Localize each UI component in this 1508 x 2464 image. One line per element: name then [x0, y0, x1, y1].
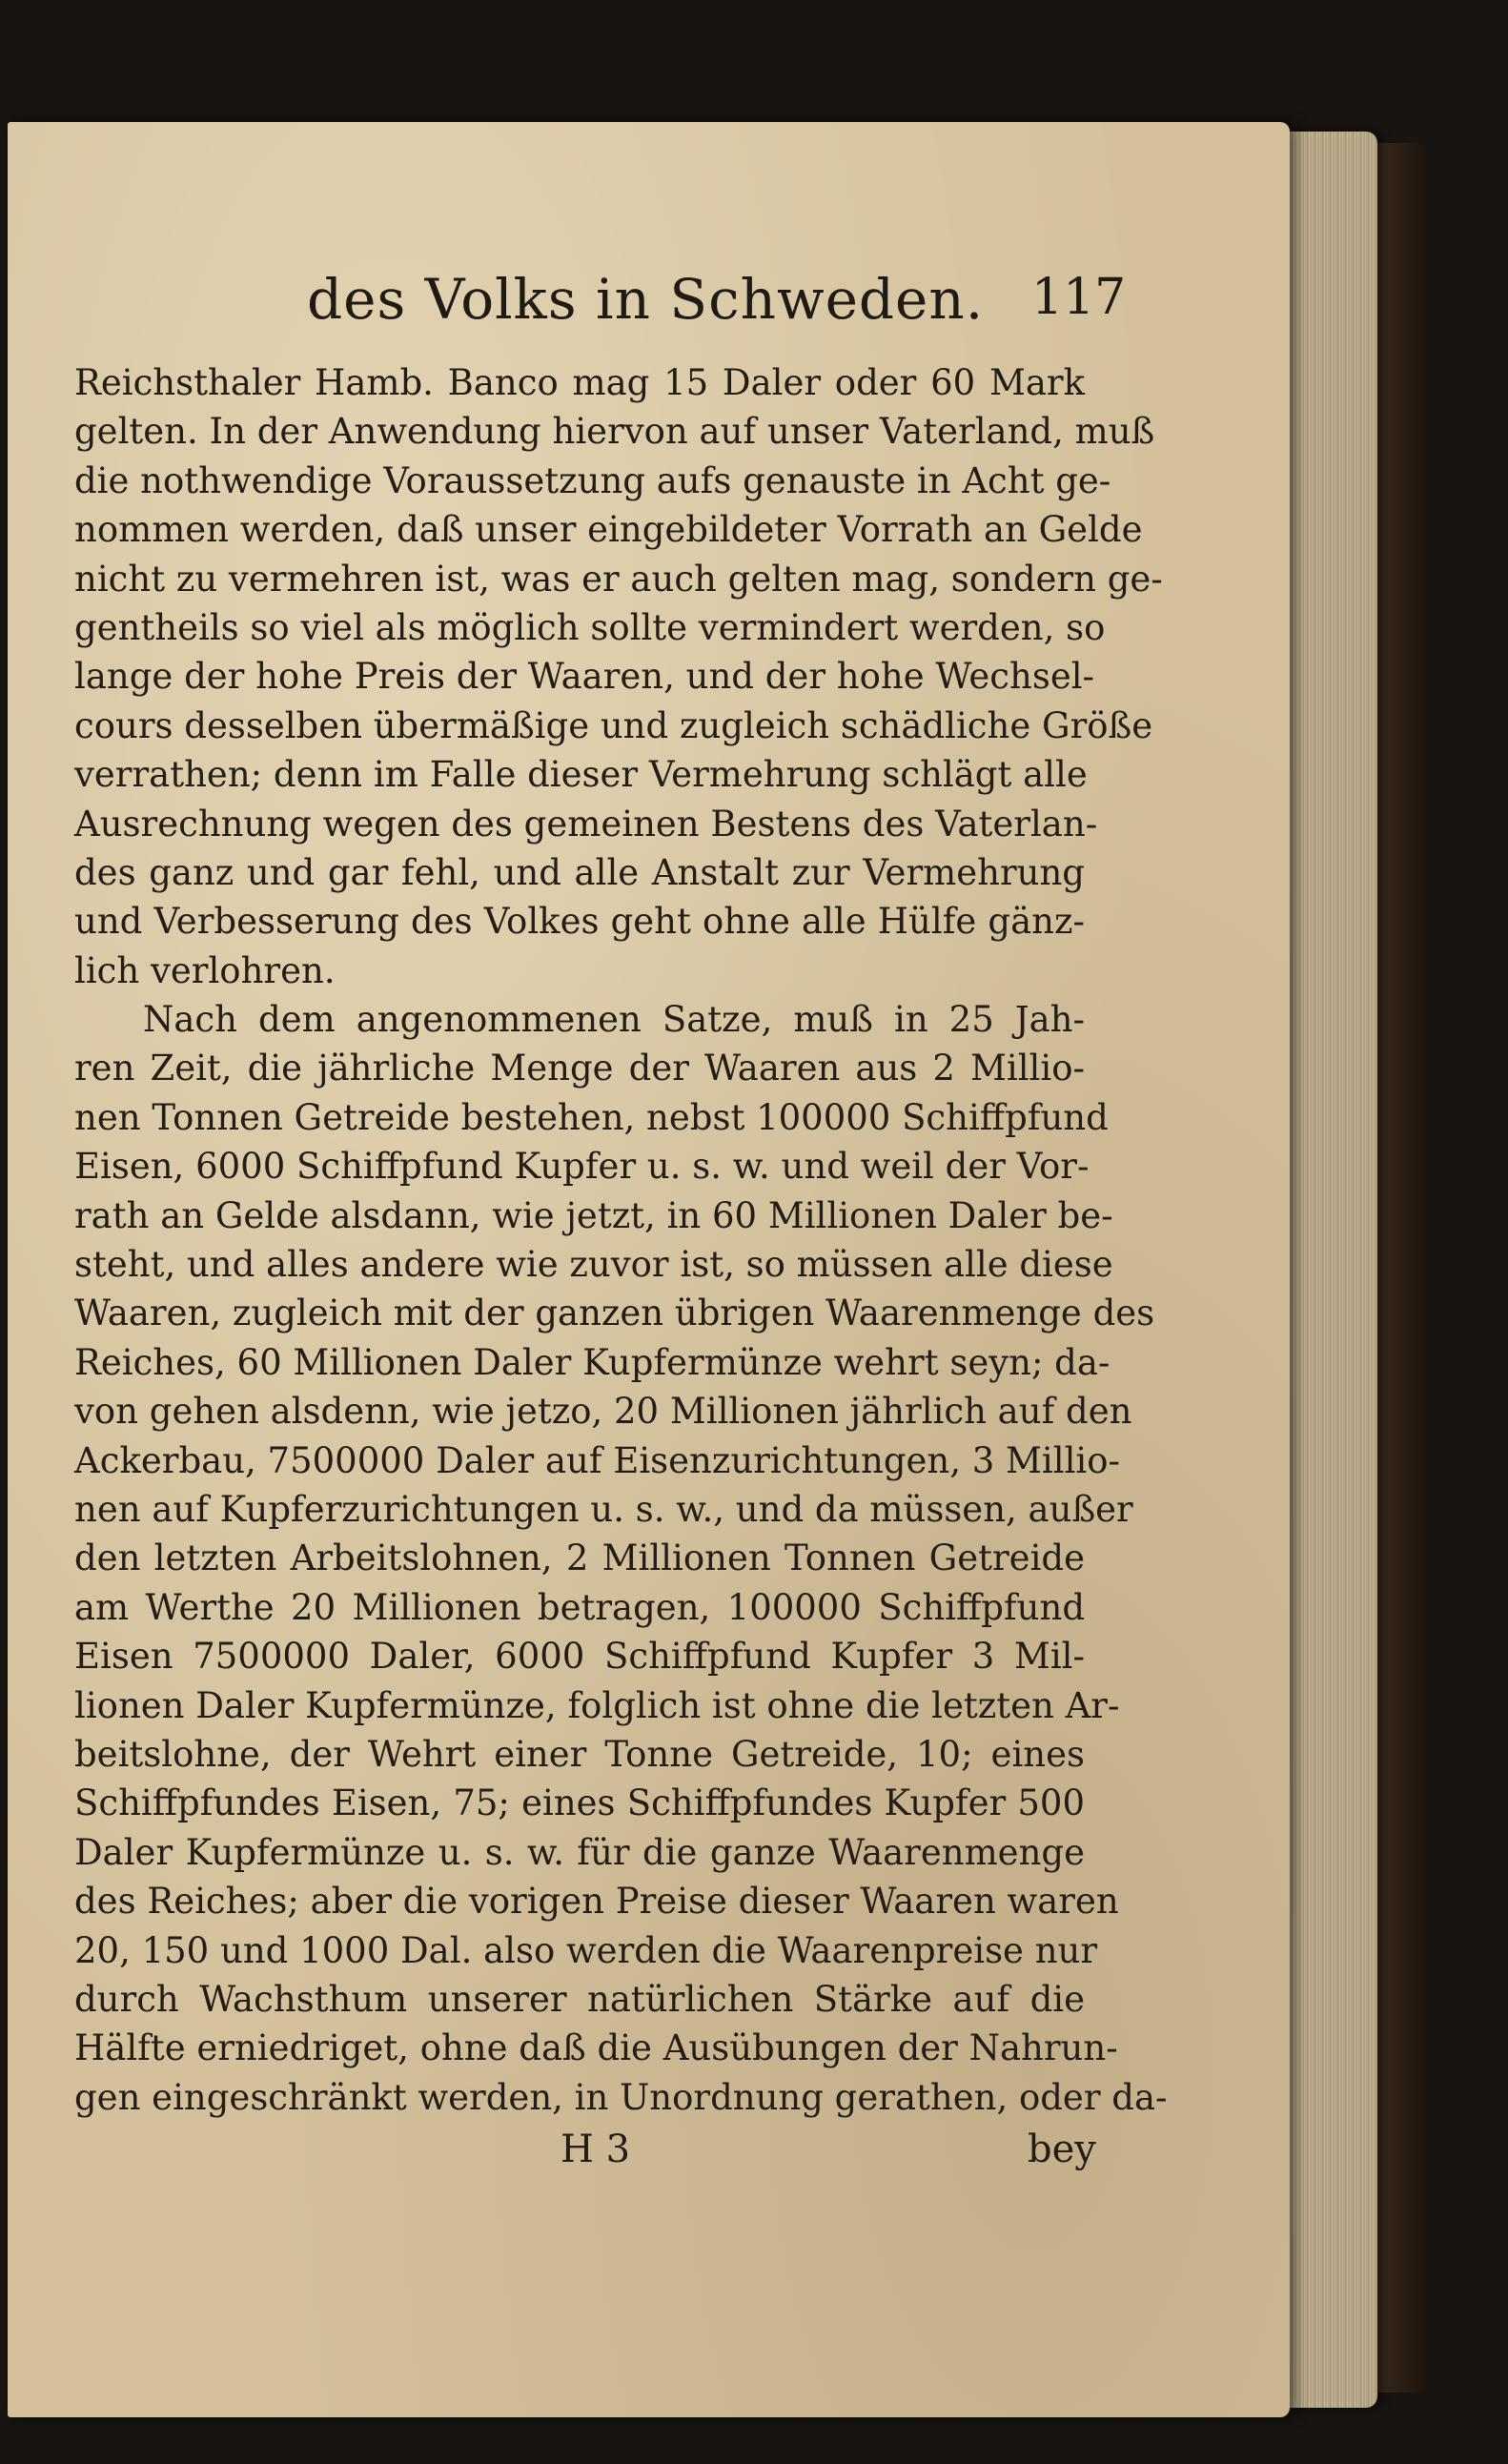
text-line: nommen werden, daß unser eingebildeter Vorrath an Gelde: [74, 509, 1143, 551]
text-line: von gehen alsdenn, wie jetzo, 20 Millionen jährlich auf den: [74, 1391, 1132, 1433]
book-cover-edge: [1377, 143, 1425, 2393]
text-line: Eisen, 6000 Schiffpfund Kupfer u. s. w. und weil der Vor-: [74, 1146, 1090, 1188]
text-line: verrathen; denn im Falle dieser Vermehrung schlägt alle: [74, 754, 1088, 796]
text-line: 20, 150 und 1000 Dal. also werden die Waarenpreise nur: [74, 1929, 1098, 1971]
text-line: gen eingeschränkt werden, in Unordnung gerathen, oder da-: [74, 2076, 1168, 2118]
text-line: Reichsthaler Hamb. Banco mag 15 Daler oder 60 Mark: [74, 362, 1085, 403]
text-line: steht, und alles andere wie zuvor ist, so müssen alle diese: [74, 1244, 1113, 1286]
text-line: nen auf Kupferzurichtungen u. s. w., und da müssen, außer: [74, 1488, 1133, 1530]
text-line: Waaren, zugleich mit der ganzen übrigen Waarenmenge des: [74, 1293, 1155, 1334]
paragraph-start-line: Nach dem angenommenen Satze, muß in 25 Jah-: [143, 999, 1085, 1041]
running-title: des Volks in Schweden.: [307, 267, 985, 332]
text-line: Reiches, 60 Millionen Daler Kupfermünze wehrt seyn; da-: [74, 1341, 1111, 1383]
text-line: durch Wachsthum unserer natürlichen Stärke auf die: [74, 1978, 1085, 2020]
text-line: Ausrechnung wegen des gemeinen Bestens des Vaterlan-: [74, 803, 1098, 845]
text-line: Ackerbau, 7500000 Daler auf Eisenzurichtungen, 3 Millio-: [74, 1439, 1121, 1481]
text-line: lionen Daler Kupfermünze, folglich ist ohne die letzten Ar-: [74, 1684, 1120, 1726]
page-footer: [0, 2128, 1290, 2185]
text-line: Daler Kupfermünze u. s. w. für die ganze Waarenmenge: [74, 1831, 1085, 1873]
page-header: [0, 267, 1290, 353]
text-line: Schiffpfundes Eisen, 75; eines Schiffpfundes Kupfer 500: [74, 1782, 1085, 1824]
text-line: des Reiches; aber die vorigen Preise dieser Waaren waren: [74, 1881, 1119, 1923]
paragraph-end-line: lich verlohren.: [74, 949, 336, 991]
catchword: bey: [1028, 2128, 1096, 2171]
page-number: 117: [1031, 269, 1127, 326]
text-line: cours desselben übermäßige und zugleich schädliche Größe: [74, 704, 1153, 746]
text-line: Eisen 7500000 Daler, 6000 Schiffpfund Kupfer 3 Mil-: [74, 1636, 1085, 1678]
text-line: nen Tonnen Getreide bestehen, nebst 100000 Schiffpfund: [74, 1096, 1109, 1138]
body-text: [74, 358, 1168, 2122]
text-line: am Werthe 20 Millionen betragen, 100000 Schiffpfund: [74, 1586, 1085, 1628]
text-line: nicht zu vermehren ist, was er auch gelten mag, sondern ge-: [74, 558, 1163, 600]
page-stack-edges: [1290, 132, 1377, 2408]
text-line: rath an Gelde alsdann, wie jetzt, in 60 Millionen Daler be-: [74, 1194, 1113, 1236]
text-line: und Verbesserung des Volkes geht ohne alle Hülfe gänz-: [74, 901, 1085, 943]
text-line: ren Zeit, die jährliche Menge der Waaren aus 2 Millio-: [74, 1048, 1085, 1089]
text-line: gentheils so viel als möglich sollte vermindert werden, so: [74, 606, 1106, 648]
text-line: des ganz und gar fehl, und alle Anstalt zur Vermehrung: [74, 851, 1085, 893]
signature-mark: H 3: [560, 2128, 631, 2171]
text-line: gelten. In der Anwendung hiervon auf unser Vaterland, muß: [74, 411, 1155, 453]
text-line: beitslohne, der Wehrt einer Tonne Getreide, 10; eines: [74, 1733, 1085, 1775]
text-line: lange der hohe Preis der Waaren, und der hohe Wechsel-: [74, 656, 1095, 698]
text-line: Hälfte erniedriget, ohne daß die Ausübungen der Nahrun-: [74, 2027, 1118, 2069]
text-line: die nothwendige Voraussetzung aufs genauste in Acht ge-: [74, 459, 1111, 501]
text-line: den letzten Arbeitslohnen, 2 Millionen Tonnen Getreide: [74, 1537, 1085, 1579]
